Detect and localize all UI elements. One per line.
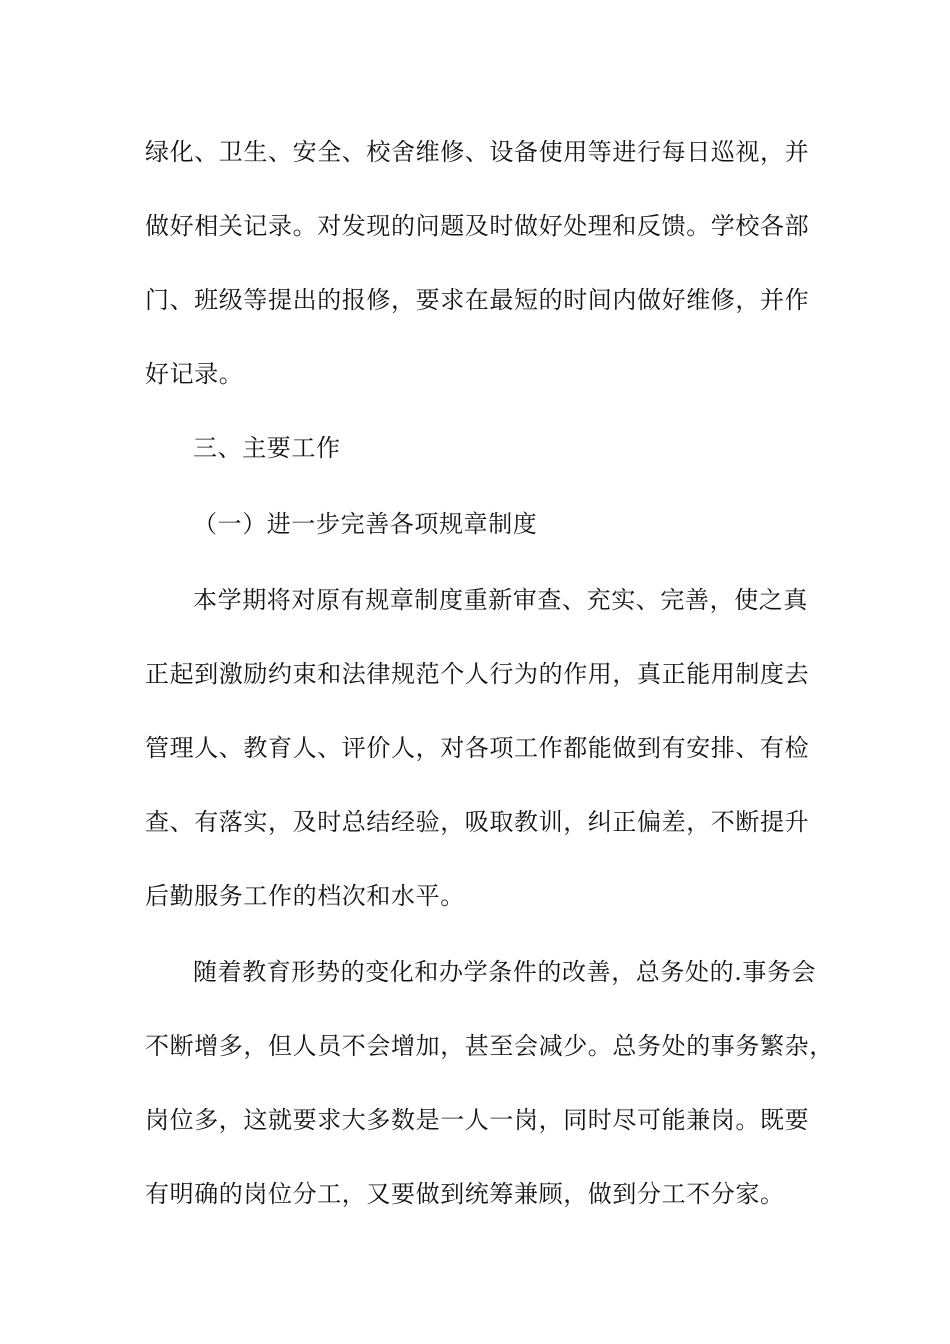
paragraph-line: 本学期将对原有规章制度重新审查、充实、完善，使之真: [193, 586, 808, 614]
paragraph-line: 门、班级等提出的报修，要求在最短的时间内做好维修，并作: [145, 286, 810, 314]
section-heading: 三、主要工作: [193, 434, 341, 462]
paragraph-line: 后勤服务工作的档次和水平。: [145, 882, 465, 910]
paragraph-line: 管理人、教育人、评价人，对各项工作都能做到有安排、有检: [145, 734, 810, 762]
paragraph-line: 查、有落实，及时总结经验，吸取教训，纠正偏差，不断提升: [145, 808, 810, 836]
paragraph-line: 绿化、卫生、安全、校舍维修、设备使用等进行每日巡视，并: [145, 138, 810, 166]
paragraph-line: 有明确的岗位分工，又要做到统筹兼顾，做到分工不分家。: [145, 1180, 785, 1208]
paragraph-line: 正起到激励约束和法律规范个人行为的作用，真正能用制度去: [145, 660, 810, 688]
paragraph-line: 好记录。: [145, 360, 244, 388]
paragraph-line: 做好相关记录。对发现的问题及时做好处理和反馈。学校各部: [145, 212, 810, 240]
paragraph-line: 不断增多，但人员不会增加，甚至会减少。总务处的事务繁杂，: [145, 1032, 834, 1060]
paragraph-line: 岗位多，这就要求大多数是一人一岗，同时尽可能兼岗。既要: [145, 1106, 810, 1134]
subsection-heading: （一）进一步完善各项规章制度: [193, 510, 538, 538]
paragraph-line: 随着教育形势的变化和办学条件的改善，总务处的.事务会: [193, 958, 817, 986]
